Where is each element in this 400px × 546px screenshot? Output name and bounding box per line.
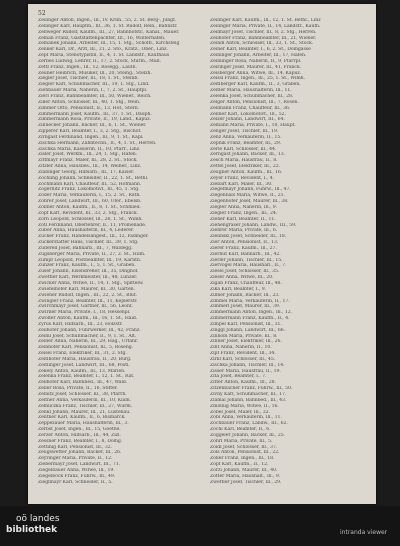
- directory-entry: Zellmann Franz, Chauffeur, Ill., 36.: [210, 105, 291, 111]
- directory-entry: Zessner Franz, Beamter, I., 8, Domg.: [38, 438, 123, 444]
- directory-entry: Zemliczka Franz, Tischler, Ill., 27, Wurm.: [38, 403, 133, 409]
- viewer-brand-label: intranda viewer: [340, 529, 388, 536]
- directory-entry: Zierer Franz, Kaufm., Ill., 27.: [210, 245, 277, 251]
- directory-entry: Zeiringer Josef, Maurer, Ill., 41, Franck.: [210, 64, 302, 70]
- directory-entry: Zöbl Anna, Verkäuferin, Ill., 11.: [210, 415, 282, 421]
- directory-entry: Ziervogel Maria, Haushält., II., 7.: [210, 263, 287, 269]
- directory-entry: Zeitlhofer Maria, Hausfrau, II., 20, Bürg.: [38, 356, 132, 362]
- directory-entry: Zeitler Maria, Haushälterin, Ill., 11.: [210, 88, 292, 94]
- directory-entry: Zöchling Johann, Schneider, II., 22, 1. St., Bethl.: [38, 175, 149, 181]
- directory-entry: Ziegenhals Maria, Witwe, II., 21.: [210, 193, 285, 199]
- directory-entry: Zoidl Josef, Schlosser, Ill., 37.: [210, 444, 278, 450]
- directory-entry: Zerzer Anton, Hilfsarb., Ill., 44, Zizl.: [38, 432, 121, 438]
- directory-entry: Zischka Johann, Tischler, Ill., 14.: [210, 362, 285, 368]
- directory-entry: Zopf Karl, Kaufm., II., 12.: [210, 462, 269, 468]
- directory-entry: Zöggeler Johann, Bäcker, Ill., 25.: [210, 432, 286, 438]
- directory-entry: Zimmerl Josef, Maurer, Ill., 39.: [210, 304, 281, 310]
- directory-entry: Zeiml Josef, Schuhmacher, II., 9, 1. St., Alt.: [38, 333, 137, 339]
- directory-entry: Zierler Johann, Tischler, Ill., 15.: [210, 257, 283, 263]
- viewer-footer: [0, 506, 400, 546]
- directory-entry: Zeilinger Karl, Kaufm., Ill., 12, 1. St. Bethl., Linz: [210, 18, 321, 23]
- directory-entry: Zischka Maria, Kassierin, II., 10, Pfarr., Linz.: [38, 146, 141, 152]
- directory-entry: Zeinlinger Rosa, Näherin, II., 9, Pfarrpl.: [210, 58, 302, 64]
- directory-entry: Zumpf Leopold, Postbeamter, Ill., 19, Kärntn.: [38, 257, 142, 263]
- directory-entry: Zuber Anna, Haushälterin, Ill., 4, Lederer.: [38, 228, 135, 234]
- directory-entry: Zepf Maria, Stenotypistin, II., 4, 1. St. Landstr., Kaufhaus: [38, 53, 170, 59]
- directory-entry: Zivny Karl, Schuhmacher, Ill., 17.: [210, 392, 287, 397]
- directory-entry: Zierl Franz, Bahnbeamter, Ill., 50, Wiener., Reich.: [38, 93, 152, 99]
- left-column: [38, 18, 194, 486]
- directory-entry: Zopf Karl, Revident, Ill., 33, 2. Stg., Franck.: [38, 210, 139, 216]
- directory-entry: Zerbes Ludwig, Lehrer, II., 17, 2. Stock, Sturm., Müll.: [38, 58, 161, 64]
- directory-entry: Zellinger Karl, Hauptm., Ill., 36, 1. St. Rudolf, Rein., Bahnstr.: [38, 23, 178, 29]
- directory-entry: Zinnecker Johann, Bäcker, Ill., 6, 1. St., Wiener.: [38, 123, 147, 129]
- directory-entry: Zier Anton, Pensionist, II., 13.: [210, 240, 279, 246]
- directory-entry: Zeppezauer Maria, Haushälterin, Ill., 3.: [38, 421, 129, 427]
- directory-entry: Zeiner Karl, Beamter, I., 6, 2. St., Domgasse: [210, 47, 311, 53]
- directory-entry: Zellner Karl, Lokomotivf., Ill., 52.: [210, 111, 286, 117]
- directory-entry: Zeller Rosa, Private, II., 16, Stifter.: [38, 386, 118, 392]
- directory-entry: Zwicker Anna, Witwe, II., 14, 1. Stg., Spittelw.: [38, 280, 144, 286]
- directory-entry: Zlamal Johann, Bahnbed., Ill., 43.: [210, 397, 287, 403]
- directory-entry: Zeitlberger Karl, Kaufm., II., 3, Graben.: [210, 82, 301, 88]
- directory-entry: Zwiener Rudolf, Ingen., III., 22, 2. St., Blüt.: [38, 292, 138, 298]
- directory-entry: Zenz Anna, Verkäuferin, II., 15.: [210, 134, 282, 140]
- directory-entry: Zeisel Franz, Elektriker, Ill., 31, 2. Stg.: [38, 351, 127, 357]
- directory-entry: Zuderell Josef, Bahnarb., III., 7, Waldegg.: [38, 245, 133, 251]
- directory-entry: Zöchmann Karl, Chauffeur, Ill., 52, Hofmann.: [38, 181, 142, 187]
- directory-entry: Zisser Maria, Hausfrau, II., 19.: [210, 368, 281, 374]
- directory-entry: Zeilinger Anton, Ingen., Ill., IV. Krim., 55, 2. St. Berg-, Jungf.: [38, 18, 176, 23]
- directory-entry: Zwirchmayr Josef, Gärtner, Ill., 56, Leonf.: [38, 304, 133, 310]
- scanned-page: [28, 4, 376, 504]
- directory-entry: Ziegler Karl, Schuhmacher, III., 19, 1. Stg., Lind.: [38, 82, 150, 88]
- directory-entry: Zeltner Anna, Verkäuferin, Ill., 10, Klam.: [38, 397, 131, 403]
- directory-entry: Zeyer Franz, Revident, I., 4.: [210, 175, 275, 181]
- directory-entry: Zwölfer Anton, Kaufm., Ill., 16, 1. St., Haid.: [38, 316, 138, 322]
- directory-entry: Zimmel Maria, Verkäuferin, II., 17.: [210, 298, 290, 304]
- directory-entry: Zelenka Josef, Schuhmacher, Ill., 28.: [210, 93, 294, 99]
- directory-entry: Zimpel Karl, Pensionist, Ill., 31.: [210, 321, 282, 327]
- directory-entry: Zunzer Franz, Kaufm., I., 5, 1. St., Graben.: [38, 263, 136, 269]
- directory-entry: Zieher Karl, Beamter, II., 11.: [210, 216, 276, 222]
- directory-entry: Zika Karl, Beamter, I., 9.: [210, 286, 267, 292]
- directory-entry: Zitzenbacher Franz, Fuhrw., Ill., 50.: [210, 386, 293, 392]
- directory-entry: Zerbst Josef, Ingen., Ill., 15, Goethe.: [38, 427, 121, 433]
- directory-entry: Zeiner Anna, Näherin, Ill., 29, Hag., Urfahr.: [38, 339, 138, 345]
- directory-entry: Ziehbauer Maria, Näherin, I., 7, 2. St., Hauptpl.: [38, 88, 148, 94]
- directory-entry: Zwingler Franz, Beamter, Ill., 11, Keplerstr.: [38, 298, 138, 304]
- directory-entry: Zemanek Johann, Arbeiter, Ill., 15, 1. Stg., Schöffl., Kirchsteig: [38, 41, 180, 47]
- logo-text-bottom: bibliothek: [6, 525, 58, 535]
- right-column: [210, 18, 366, 486]
- directory-entry: Ziegler Franz, Ingen., Ill., 24.: [210, 210, 278, 216]
- directory-entry: Zeitlinger Josef, Landwirt, III., 68, Pöstl.: [38, 362, 130, 368]
- directory-entry: Ziegelböck Franz, Fuhrw., Ill., 49.: [38, 473, 116, 479]
- directory-entry: Zenger Josef, Tischler, Ill., 19.: [210, 129, 279, 135]
- directory-entry: Zielinski Josef, Schneider, Ill., 18.: [210, 234, 287, 240]
- directory-entry: Zeilhofer Franz, Bahnbeamter, Ill., 21, Wiener.: [210, 35, 317, 41]
- directory-entry: Zemann Maria, Private, I., 10, Haupt.: [210, 123, 296, 129]
- directory-entry: Zinhobl Maria, Private, Ill., 8.: [210, 333, 278, 339]
- directory-entry: Zellhofer Karl, Bahnbed., Ill., 47, Wald.: [38, 380, 128, 386]
- directory-entry: Ziegler Josef, Tischler, Ill., 18, 1. St., Steinb.: [38, 76, 139, 82]
- directory-entry: Zwettler Josef, Tischler, Ill., 29.: [210, 479, 282, 485]
- directory-entry: Zipf Franz, Revident, Ill., 34.: [210, 351, 276, 357]
- directory-entry: Zellweger Rudolf, Kaufm., IIl., 27, Bahnhofstr., Kanal., Mauer.: [38, 29, 180, 35]
- directory-entry: Ziebart Karl, Maler, Ill., 30.: [210, 181, 273, 187]
- directory-entry: Ziegler Anna, Näherin, Ill., 9.: [210, 205, 278, 210]
- directory-entry: Zotter Maria, Haushält., Ill., 9.: [210, 473, 281, 479]
- directory-entry: Zita Josef, Beamter, I., 7.: [210, 374, 267, 380]
- directory-entry: Zugsberger Maria, Private, II., 27, 2. St., Hum.: [38, 251, 146, 257]
- directory-entry: Zeindl Anton, Schlosser, Ill., 33, 1. St., Stock.: [210, 41, 314, 47]
- page-number: 52: [38, 10, 46, 17]
- directory-entry: Zeinhofer Karl, Pensionist, Ill., 5, Roseng.: [38, 345, 134, 351]
- logo-text-top: oö landes: [16, 514, 60, 524]
- directory-entry: Zeisberger Anna, Witwe, Ill., 14, Kapuz.: [210, 70, 302, 76]
- directory-entry: Zeininger Johann, Arbeiter, Ill., 17, Hafen.: [210, 53, 307, 59]
- directory-entry: Zirkl Karl, Schlosser, Ill., 45.: [210, 356, 276, 362]
- directory-entry: Zwettler Karl, Werkmeister, Ill., 48, Lunzer.: [38, 275, 138, 281]
- directory-entry: Zwiefelhofer Karl, Maurer, Ill., 30, Garten.: [38, 286, 135, 292]
- directory-entry: Zerngast Johann, Bäcker, Ill., 13.: [210, 152, 286, 158]
- directory-entry: Ziesel Josef, Schlosser, Ill., 35.: [210, 269, 280, 275]
- directory-entry: Zögernitz Franz, Lokomotivf., Ill., 45, 1. Stg.: [38, 187, 140, 193]
- directory-entry: Zeyringer Maria, Private, II., 12.: [38, 456, 113, 462]
- directory-entry: Ziegenhofer Josef, Maurer, Ill., 38.: [210, 199, 289, 205]
- directory-entry: Ziehrer Maria, Private, Ill., 6.: [210, 228, 278, 234]
- directory-entry: Zwirner Maria, Private, I., 18, Hessenpl.: [38, 310, 131, 316]
- directory-entry: Zöhrer Josef, Landwirt, III., 60, Ufer., Ebelsb.: [38, 199, 142, 205]
- directory-entry: Zimmermann Anton, Ingen., Ill., 12.: [210, 310, 292, 316]
- directory-entry: Zepnik Franz, Beamter, Ill., 29.: [210, 140, 282, 146]
- directory-entry: Zinner Josef, Elektriker, Ill., 26.: [210, 339, 282, 345]
- directory-entry: Zlabinger Georg, Hilfsarb., Ill., 17, Kaiser.: [38, 169, 135, 175]
- directory-entry: Zucker Franz, Handelsangest., Ill., 12, Fadinger.: [38, 234, 149, 240]
- directory-entry: Zitzler Anna, Hausbes., Ill., 14, Weiher., Linz.: [38, 164, 142, 170]
- directory-entry: Zinggl Johann, Landwirt, III., 66.: [210, 327, 286, 333]
- directory-entry: Zöhrl Maria, Private, Ill., 5.: [210, 438, 273, 444]
- directory-entry: Zelnitz Josef, Schlosser, Ill., 38, Pfarrh.: [38, 392, 127, 397]
- directory-entry: Zobel Josef, Maler, Ill., 32.: [210, 409, 270, 415]
- directory-entry: Zenkl Johann, Maurer, Ill., 21, Lustenau.: [38, 409, 131, 415]
- directory-entry: Zöchl Karl, Beamter, II., 6.: [210, 427, 271, 433]
- directory-entry: Zieglmayr Karl, Schneider, II., 5.: [38, 479, 113, 485]
- directory-entry: Zint Anna, Näherin, II., 10.: [210, 345, 272, 351]
- directory-entry: Zeugswetter Johann, Bäcker, Ill., 26.: [38, 450, 122, 456]
- directory-entry: Zisler Josef, Werkm., Ill., 24, 1. Stg., Hafen.: [38, 152, 138, 158]
- directory-entry: Zettl Franz, Ingen., Ill., 12, Rosegg., Lauth.: [38, 64, 137, 70]
- directory-entry: Zimmermann Josef, Kaufm., Ill., 37, 1. St., Dauph.: [38, 111, 152, 117]
- directory-entry: Zoder Maria, Verkäuferin, I., 15, 2. St., Rath.: [38, 193, 141, 199]
- directory-entry: Zipperer Karl, Beamter, I., 3, 2. Stg., Bischof.: [38, 129, 142, 135]
- directory-entry: Zelenka Franz, Beamter, I., 12, 1. St., Rat.: [38, 374, 135, 380]
- directory-entry: Zötl Ferdinand, Oberlehrer, II., 11, Promenade.: [38, 222, 147, 228]
- directory-entry: Zesch Maria, Hausfrau, II., 8.: [210, 158, 278, 164]
- directory-entry: Zelger Anton, Pensionist, Ill., 7, Rosen.: [210, 99, 299, 105]
- directory-entry: Zettel Josef, Elektriker, Ill., 22.: [210, 164, 281, 170]
- directory-entry: Ziehengraser Johann, Landw., III., 59.: [210, 222, 297, 228]
- directory-entry: Zeuner Heinrich, Musiker, Ill., 20, Steing., Stelzh.: [38, 70, 152, 76]
- directory-entry: Zöls Anton, Pensionist, Ill., 22.: [210, 450, 280, 456]
- directory-entry: Zieser Anna, Witwe, Ill., 20.: [210, 275, 274, 281]
- directory-entry: Zigan Franz, Chauffeur, Ill., 48.: [210, 280, 282, 286]
- directory-entry: Zenker Karl, Dr., Arzt, Ill., 21, 2. Sto., Kratz., Ober., Linz.: [38, 47, 168, 53]
- directory-entry: Ziegelmayr Johann, Fuhrw., Ill., 47.: [210, 187, 291, 193]
- directory-entry: Zyrus Karl, Hilfsarb., Ill., 23, Holzstr.: [38, 321, 123, 327]
- directory-entry: Zelzer Johann, Landwirt, III., 64.: [210, 117, 285, 123]
- directory-entry: Zorn Leopold, Schlosser, Ill., 26, 1. St., Wimh.: [38, 216, 143, 222]
- directory-entry: Zmölnig Maria, Witwe, II., 16.: [210, 403, 279, 409]
- directory-entry: Zorzi Johann, Maurer, Ill., 40.: [210, 467, 278, 473]
- directory-entry: Zuser Johann, Eisendreher, Ill., 35, Dinghof.: [38, 269, 139, 275]
- directory-entry: Zettinig Karl, Pensionist, Ill., 32.: [38, 444, 113, 450]
- directory-entry: Zuckerstätter Hans, Tischler, Ill., 39, 1. Stg.: [38, 240, 139, 246]
- directory-entry: Zischka Hermann, Zahntechn., II., 4, 1. St., Herren.: [38, 140, 157, 146]
- directory-entry: Zekely Anton, Kaufm., Ill., 13, Marien.: [38, 368, 126, 374]
- directory-entry: Zentner Karl, Kaufm., II., 6, Bismarck.: [38, 415, 126, 421]
- directory-entry: Zöchbauer Franz, Landw., III., 62.: [210, 421, 288, 427]
- directory-entry: Zeilinger Maria, Private, II., 14, Landstr., Kaufh.: [210, 23, 321, 29]
- directory-entry: Zeilhofer Johann, Fuhrwerker, Ill., 42, Franz.: [38, 327, 141, 333]
- directory-entry: Zoller Franz, Ingen., Ill., 18.: [210, 456, 275, 462]
- directory-entry: Zirngast Ferdinand, Ingen., Ill., 9, 1. St., Kapl.: [38, 134, 144, 140]
- directory-entry: Zerle Karl, Schlosser, Ill., 44.: [210, 146, 277, 152]
- directory-entry: Ziegelbauer Anna, Witwe, Ill., 19.: [38, 467, 115, 473]
- directory-entry: Zimmermann Rosa, Private, II., 19, Land., Kapuz.: [38, 117, 151, 123]
- directory-entry: Zeilmayr Josef, Tischler, Ill., 8, 2. Stg., Herren.: [210, 29, 317, 35]
- directory-entry: Ziebermayr Josef, Landwirt, III., 71.: [38, 462, 121, 468]
- directory-entry: Ziller Anton, Schlosser, Ill., 40, 1. Stg., Wein.: [38, 99, 141, 105]
- directory-entry: Zierhut Karl, Bahnarb., Ill., 42.: [210, 251, 281, 257]
- directory-entry: Zimmer Otto, Pensionist, II., 13, Hof., Stern.: [38, 105, 140, 111]
- directory-entry: Zeissl Franz, Ingen., Ill., 25, 1. St., Wimh.: [210, 76, 305, 82]
- directory-entry: Zeugner Anton, Kaufm., Ill., 16.: [210, 169, 283, 175]
- directory-entry: Zitter Anton, Kaufm., Ill., 28.: [210, 380, 276, 386]
- directory-entry: Zillner Johann, Bäcker, Ill., 23.: [210, 292, 280, 298]
- directory-entry: Zimmermann Franz, Kaufm., II., 4.: [210, 316, 290, 322]
- directory-entry: Zeman Franz, Gaststättenpächter, III., 16, Winterhafen.: [38, 35, 166, 41]
- directory-entry: Zöllner Anton, Kaufm., II., 8, 1. St., Schmied.: [38, 205, 141, 210]
- directory-entry: Zittmayr Franz, Maler, Ill., 28, 2. St., Stock.: [38, 158, 138, 164]
